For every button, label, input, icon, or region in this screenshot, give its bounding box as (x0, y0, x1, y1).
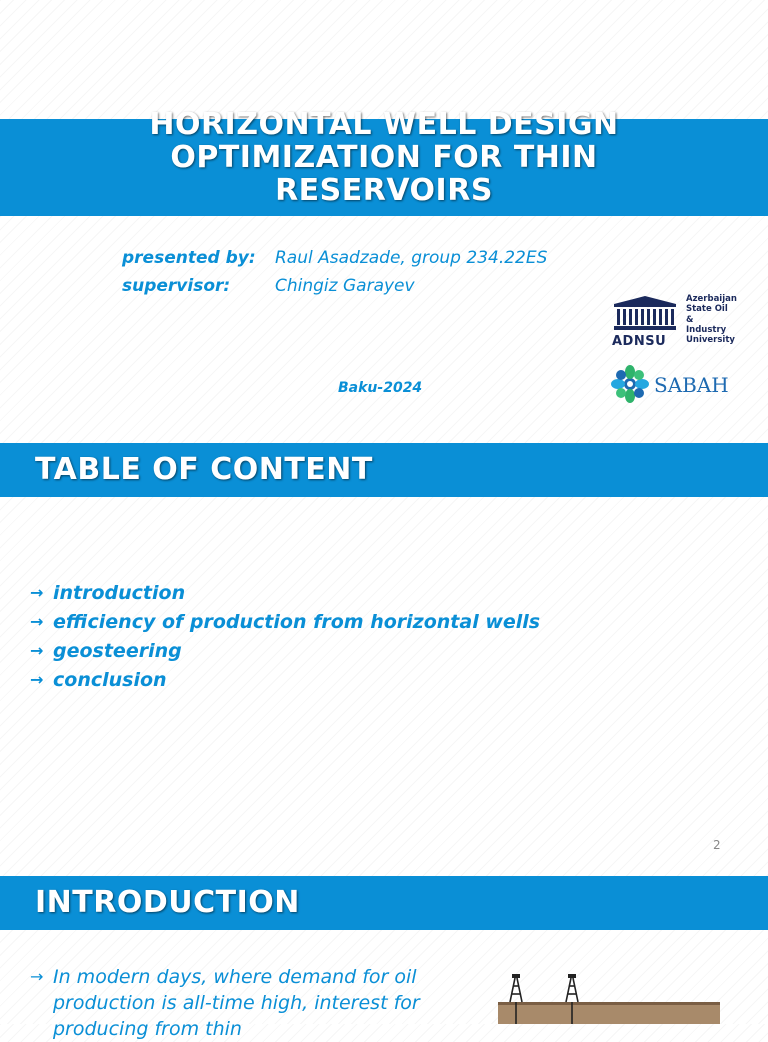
sabah-logo (610, 364, 740, 406)
slide-title-line: HORIZONTAL WELL DESIGN (149, 107, 619, 142)
adnsu-name (686, 294, 737, 346)
presenter-row (122, 248, 547, 268)
arrow-right-icon: → (30, 612, 44, 631)
toc-item-label: conclusion (53, 669, 167, 691)
arrow-right-icon: → (30, 670, 44, 689)
intro-paragraph (30, 964, 473, 1042)
toc-item-introduction (30, 580, 570, 606)
slide-title-line: RESERVOIRS (275, 173, 493, 208)
drilling-rig-illustration (498, 972, 720, 1024)
adnsu-name-line: State Oil (686, 304, 728, 315)
toc-title: TABLE OF CONTENT (35, 452, 373, 487)
university-building-icon (612, 294, 678, 332)
adnsu-name-line: Azerbaijan (686, 294, 737, 304)
toc-item-label: geosteering (53, 640, 182, 662)
supervisor-label: supervisor: (122, 276, 231, 296)
toc-item-label: introduction (53, 582, 186, 604)
intro-paragraph-text: In modern days, where demand for oil production is all-time high, interest for producing from thin (53, 966, 420, 1040)
adnsu-name-line: University (686, 335, 735, 346)
adnsu-brand: ADNSU (612, 334, 667, 349)
toc-list (30, 580, 570, 696)
arrow-right-icon: → (30, 583, 44, 602)
toc-item-label: efficiency of production from horizontal wells (53, 611, 541, 633)
adnsu-name-line: & (686, 314, 694, 325)
supervisor-row (122, 276, 415, 296)
toc-item-efficiency (30, 609, 570, 635)
arrow-right-icon: → (30, 641, 44, 660)
presenter-name: Raul Asadzade, group 234.22ES (275, 248, 548, 268)
arrow-right-icon: → (30, 967, 44, 986)
presented-by-label: presented by: (122, 248, 256, 268)
page-number: 2 (713, 838, 721, 852)
place-date: Baku-2024 (338, 380, 423, 396)
intro-title: INTRODUCTION (35, 885, 300, 920)
toc-item-geosteering (30, 638, 570, 664)
adnsu-logo (610, 292, 740, 354)
slide-title-line: OPTIMIZATION FOR THIN (170, 140, 598, 175)
sabah-flower-icon (610, 364, 650, 404)
slide-title (84, 108, 684, 207)
sabah-brand: SABAH (654, 373, 729, 397)
toc-item-conclusion (30, 667, 570, 693)
adnsu-name-line: Industry (686, 325, 727, 336)
supervisor-name: Chingiz Garayev (275, 276, 415, 296)
